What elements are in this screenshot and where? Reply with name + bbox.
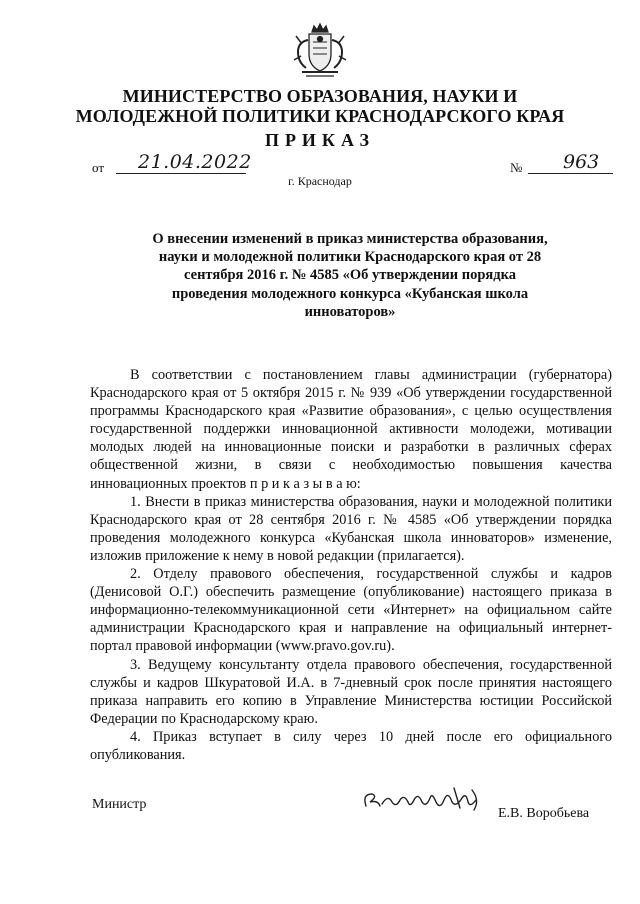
order-item-4: 4. Приказ вступает в силу через 10 дней после его официального опубликования. bbox=[90, 728, 612, 763]
coat-of-arms-emblem bbox=[0, 22, 640, 82]
number-label: № bbox=[510, 160, 523, 175]
signatory-role: Министр bbox=[92, 797, 147, 812]
order-subject-heading: О внесении изменений в приказ министерства образования, науки и молодежной политики Краснодарского края от 28 сентября 2016 г. № 4585 «Об утверждении порядка проведения молодежного конкурса «Кубанская школа инноваторов» bbox=[152, 231, 548, 320]
order-item-2: 2. Отделу правового обеспечения, государственной службы и кадров (Денисовой О.Г.) обеспечить размещение (опубликование) настоящего приказа в информационно-телекоммуникационной сети «Интернет» на официальном сайте администрации Краснодарского края и направление на официальный интернет-портал правовой информации (www.pravo.gov.ru). bbox=[90, 566, 612, 655]
order-body bbox=[90, 366, 612, 764]
order-item-1: 1. Внести в приказ министерства образования, науки и молодежной политики Краснодарского края от 28 сентября 2016 г. № 4585 «Об утверждении порядка проведения молодежного конкурса «Кубанская школа инноваторов» изменение, изложив приложение к нему в новой редакции (прилагается). bbox=[90, 493, 612, 564]
signatory-name: Е.В. Воробьева bbox=[498, 806, 590, 821]
handwritten-number: 963 bbox=[563, 151, 600, 173]
document-type-title: ПРИКАЗ bbox=[264, 130, 376, 150]
order-item-3: 3. Ведущему консультанту отдела правового обеспечения, государственной службы и кадров Шкуратовой И.А. в 7-дневный срок после принятия настоящего приказа направить его копию в Управление Министерства юстиции Российской Федерации по Краснодарскому краю. bbox=[90, 656, 612, 727]
handwritten-date: 21.04.2022 bbox=[138, 151, 252, 173]
ministry-name: МИНИСТЕРСТВО ОБРАЗОВАНИЯ, НАУКИ И МОЛОДЕЖНОЙ ПОЛИТИКИ КРАСНОДАРСКОГО КРАЯ bbox=[75, 86, 565, 126]
city-label: г. Краснодар bbox=[288, 174, 352, 188]
handwritten-signature bbox=[358, 780, 498, 820]
date-label: от bbox=[92, 160, 105, 175]
intro-paragraph: В соответствии с постановлением главы администрации (губернатора) Краснодарского края от 5 октября 2015 г. № 939 «Об утверждении государственной программы Краснодарского края «Развитие образования», с целью осуществления государственной поддержки инновационной активности молодежи, мотивации молодых людей на инновационные поиски и разработки в различных сферах общественной жизни, в связи с необходимостью повышения качества инновационных проектов п р и к а з ы в а ю: bbox=[90, 367, 612, 492]
